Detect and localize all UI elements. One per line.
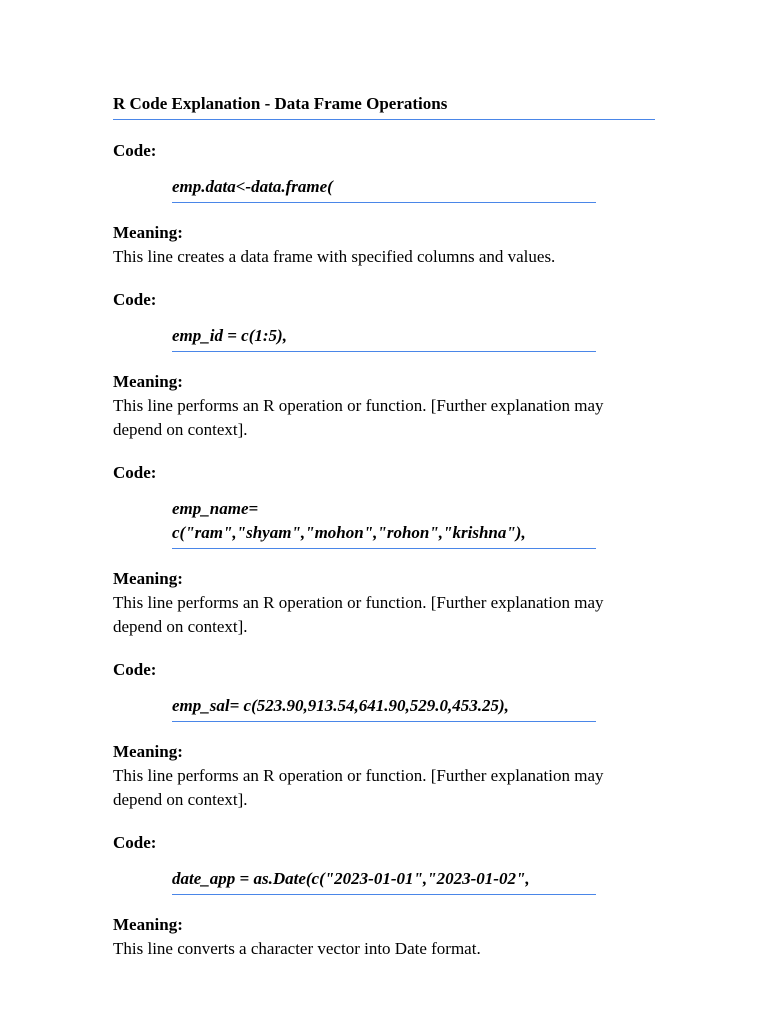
code-text: emp_sal= c(523.90,913.54,641.90,529.0,453.25), xyxy=(172,696,509,715)
entry-block xyxy=(113,288,655,442)
document-title: R Code Explanation - Data Frame Operations xyxy=(113,92,655,120)
code-label: Code: xyxy=(113,141,157,160)
code-label: Code: xyxy=(113,660,157,679)
meaning-label: Meaning: xyxy=(113,915,183,934)
entry-block xyxy=(113,831,655,961)
code-snippet xyxy=(172,324,596,352)
code-snippet xyxy=(172,867,596,895)
code-label: Code: xyxy=(113,290,157,309)
meaning-text: This line creates a data frame with specified columns and values. xyxy=(113,247,556,266)
code-text: c("ram","shyam","mohon","rohon","krishna"), xyxy=(172,523,526,542)
code-snippet xyxy=(172,497,596,549)
entry-block xyxy=(113,139,655,269)
meaning-text: This line performs an R operation or function. [Further explanation may depend on context]. xyxy=(113,396,604,439)
meaning-text: This line converts a character vector into Date format. xyxy=(113,939,481,958)
meaning-label: Meaning: xyxy=(113,569,183,588)
code-text: emp.data<-data.frame( xyxy=(172,177,333,196)
entry-block xyxy=(113,461,655,639)
code-label: Code: xyxy=(113,833,157,852)
document-page xyxy=(113,92,655,961)
code-snippet xyxy=(172,175,596,203)
meaning-label: Meaning: xyxy=(113,742,183,761)
code-text: emp_id = c(1:5), xyxy=(172,326,287,345)
code-snippet xyxy=(172,694,596,722)
code-label: Code: xyxy=(113,463,157,482)
meaning-text: This line performs an R operation or function. [Further explanation may depend on context]. xyxy=(113,593,604,636)
meaning-label: Meaning: xyxy=(113,372,183,391)
meaning-text: This line performs an R operation or function. [Further explanation may depend on context]. xyxy=(113,766,604,809)
code-text: date_app = as.Date(c("2023-01-01","2023-01-02", xyxy=(172,869,530,888)
meaning-label: Meaning: xyxy=(113,223,183,242)
code-text: emp_name= xyxy=(172,499,259,518)
entry-block xyxy=(113,658,655,812)
